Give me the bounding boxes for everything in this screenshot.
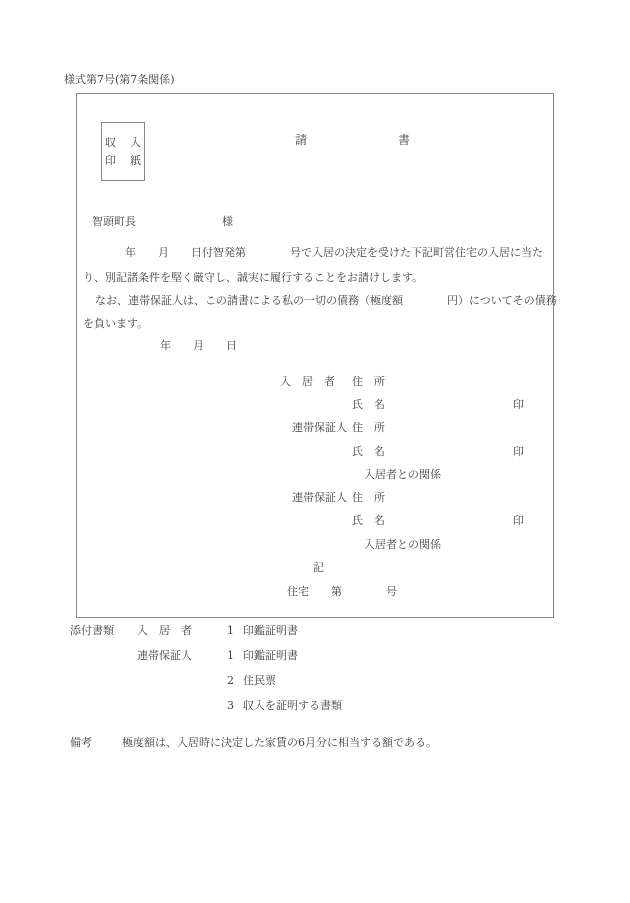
attachment-item-number: 1 (227, 624, 234, 637)
signature-party-label: 連帯保証人 (292, 421, 347, 434)
signature-party-label: 入 居 者 (280, 375, 335, 388)
date-line: 年 月 日 (160, 339, 237, 352)
attachment-item-name: 住民票 (243, 674, 276, 687)
revenue-stamp-line1 (105, 137, 141, 149)
revenue-stamp-char: 入 (130, 135, 141, 149)
signature-field-label: 入居者との関係 (364, 468, 441, 481)
remarks-text: 極度額は、入居時に決定した家賃の6月分に相当する額である。 (122, 736, 437, 749)
form-number-label: 様式第7号(第7条関係) (64, 73, 175, 86)
seal-mark: 印 (513, 445, 524, 458)
signature-field-label: 氏 名 (352, 398, 385, 411)
attachment-item-number: 3 (227, 699, 234, 712)
paragraph2-line2: を負います。 (83, 317, 149, 330)
paragraph1-line1: 年 月 日付智発第 号で入居の決定を受けた下記町営住宅の入居に当た (125, 246, 543, 259)
document-title-char-right: 書 (398, 133, 411, 147)
recipient-name: 智頭町長 (92, 215, 136, 228)
signature-field-label: 住 所 (352, 421, 385, 434)
paragraph2-line1: なお、連帯保証人は、この請書による私の一切の債務（極度額 円）についてその債務 (95, 294, 557, 307)
attachment-party-label: 入 居 者 (137, 624, 192, 637)
pledge-form-box (76, 93, 554, 618)
attachment-item-number: 2 (227, 674, 234, 687)
revenue-stamp-line2 (105, 155, 141, 167)
signature-field-label: 住 所 (352, 491, 385, 504)
record-heading: 記 (313, 561, 324, 574)
signature-field-label: 氏 名 (352, 445, 385, 458)
seal-mark: 印 (513, 514, 524, 527)
revenue-stamp-char: 印 (105, 153, 116, 167)
revenue-stamp-char: 紙 (130, 153, 141, 167)
revenue-stamp-char: 収 (105, 135, 116, 149)
attachment-item-name: 印鑑証明書 (243, 624, 298, 637)
attachment-item-name: 収入を証明する書類 (243, 699, 342, 712)
signature-field-label: 入居者との関係 (364, 538, 441, 551)
signature-field-label: 住 所 (352, 375, 385, 388)
attachment-party-label: 連帯保証人 (137, 649, 192, 662)
signature-party-label: 連帯保証人 (292, 491, 347, 504)
seal-mark: 印 (513, 398, 524, 411)
attachment-item-number: 1 (227, 649, 234, 662)
attachments-label: 添付書類 (70, 624, 114, 637)
revenue-stamp-box (101, 122, 145, 181)
remarks-label: 備考 (70, 736, 92, 749)
recipient-honorific: 様 (222, 215, 233, 228)
signature-field-label: 氏 名 (352, 514, 385, 527)
paragraph1-line2: り、別記諸条件を堅く厳守し、誠実に履行することをお請けします。 (83, 271, 424, 284)
attachment-item-name: 印鑑証明書 (243, 649, 298, 662)
document-title-char-left: 請 (295, 133, 308, 147)
housing-number-line: 住宅 第 号 (287, 585, 397, 598)
